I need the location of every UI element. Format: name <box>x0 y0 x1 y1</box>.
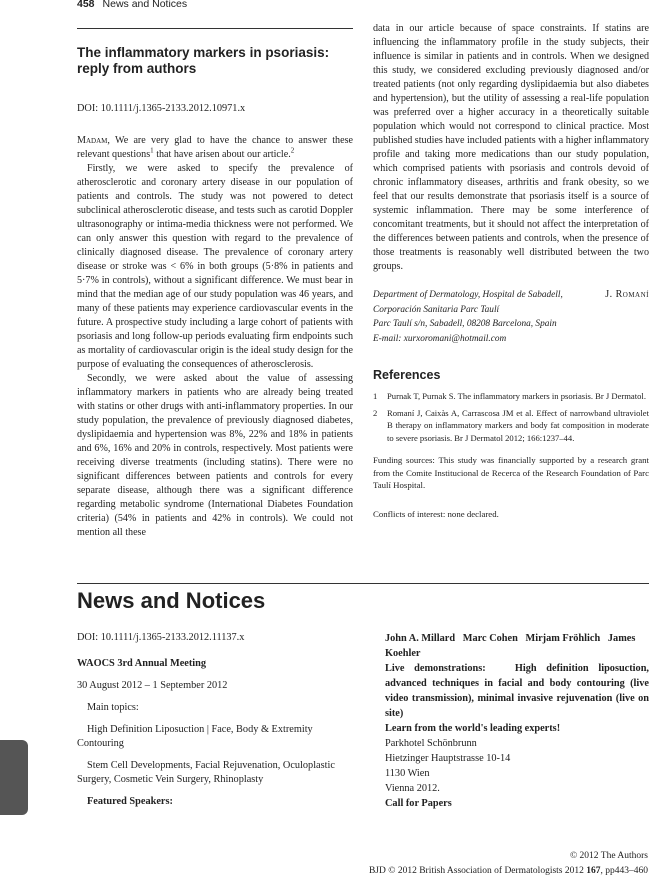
call-for-papers: Call for Papers <box>385 798 452 809</box>
letter-column-right <box>373 22 649 519</box>
meeting-dates: 30 August 2012 – 1 September 2012 <box>77 680 228 691</box>
meeting-name: WAOCS 3rd Annual Meeting <box>77 658 207 669</box>
running-head <box>77 0 187 10</box>
letter-title: The inflammatory markers in psoriasis: reply from authors <box>77 45 330 76</box>
section-rule <box>77 583 649 584</box>
news-column-left <box>77 631 353 809</box>
news-doi: DOI: 10.1111/j.1365-2133.2012.11137.x <box>77 632 245 643</box>
letter-paragraph-3-continued: data in our article because of space constraints. If statins are influencing the inflammatory profile in the study subjects, their influence is similar in patients and in controls. When we designed this study, we considered excluding previously diagnosed and/or treated patients (not only regarding dyslipidaemia but also diabetes and hypertension), but the utility of assessing a real-life population was preferred over a higher accuracy in a theoretically suitable population which would not correspond to clinical practice. Most published studies have included patients with a higher inflammatory profile and taking more medications than our study population, which comprised patients with psoriasis and controls devoid of chronic inflammatory diseases, arthritis and frank obesity, so we feel that our results demonstrate that psoriasis itself is a source of systemic inflammation. There may be some interference of concomitant treatments, but it should not affect the interpretation of the differences between patients and controls, when the presence of those treatments is reasonably well distributed between the two groups. <box>373 23 649 272</box>
page-number: 458 <box>77 0 95 10</box>
footer-journal: BJD © 2012 British Association of Dermatologists 2012 167, pp443–460 <box>368 866 648 876</box>
live-demonstrations: Live demonstrations: High definition liposuction, advanced techniques in facial and body contouring (live video transmission), minimal invasive rejuvenation (live on site) <box>385 663 649 719</box>
author-affiliation: Department of Dermatology, Hospital de Sabadell, Corporación Sanitaria Parc Taulí Parc Taulí s/n, Sabadell, 08208 Barcelona, Spain E-mail: xurxoromani@hotmail.com J. Romaní <box>373 288 649 346</box>
topic-1: High Definition Liposuction | Face, Body & Extremity Contouring <box>77 724 313 749</box>
letter-doi: DOI: 10.1111/j.1365-2133.2012.10971.x <box>77 103 246 114</box>
main-topics-label: Main topics: <box>87 702 139 713</box>
venue-street: Hietzinger Hauptstrasse 10-14 <box>385 753 511 764</box>
venue-city: Vienna 2012. <box>385 783 440 794</box>
speakers-list: John A. Millard Marc Cohen Mirjam Fröhlich James Koehler <box>385 633 638 659</box>
footer-copyright: © 2012 The Authors <box>569 851 648 861</box>
learn-tagline: Learn from the world's leading experts! <box>385 723 561 734</box>
venue-postcode: 1130 Wien <box>385 768 430 779</box>
top-rule-left <box>77 28 353 29</box>
letter-column-left <box>77 28 353 540</box>
references-list <box>373 390 649 444</box>
section-name: News and Notices <box>102 0 188 10</box>
letter-body-left <box>77 134 353 540</box>
conflicts-of-interest: Conflicts of interest: none declared. <box>373 508 499 519</box>
featured-speakers-label: Featured Speakers: <box>87 796 173 807</box>
author-email: E-mail: xurxoromani@hotmail.com <box>373 333 507 344</box>
news-column-right <box>385 631 649 811</box>
section-thumb-tab <box>0 740 28 815</box>
author-name: J. Romaní <box>605 289 649 300</box>
letter-paragraph-3: Secondly, we were asked about the value of assessing inflammatory markers in patients who are already being treated with statins or other drugs with anti-inflammatory properties. In our study population, the prevalence of previously diagnosed diabetes, dyslipidaemia and hypertension was 8%, 22% and 18% in patients and 6%, 16% and 20% in controls, respectively. Most patients were receiving diverse treatments (including statins). There were no significant differences between patients and controls for every separate disease, although there was a significant difference regarding metabolic syndrome (International Diabetes Foundation criteria) (54% in patients and 42% in controls). We could not mention all these <box>77 373 353 538</box>
topic-2: Stem Cell Developments, Facial Rejuvenation, Oculoplastic Surgery, Cosmetic Vein Surgery, Rhinoplasty <box>77 760 335 785</box>
letter-paragraph-1: Madam, We are very glad to have the chance to answer these relevant questions$^1$ that have arisen about our article.$^2$ <box>77 135 353 160</box>
letter-paragraph-2: Firstly, we were asked to specify the prevalence of atherosclerotic and coronary artery disease in our population of patients and controls. The study was not powered to detect subclinical atherosclerotic disease, and tests such as carotid Doppler ultrasonography or intima-media thickness were not performed. We can only answer this question with regard to the prevalence of clinically diagnosed disease. The prevalence of coronary artery disease or stroke was < 6% in both groups (5·8% in patients and 5·7% in controls), without a significant difference. We must bear in mind that the median age of our study population was 46 years, and many of these patients may experience cardiovascular events in the future. A prospective study including a large cohort of patients with psoriasis and long follow-up periods evaluating firm endpoints such as mortality of cardiovascular origin is the ideal study design for the purpose of evaluating the consequences of atherosclerosis. <box>77 163 353 370</box>
letter-body-right <box>373 22 649 274</box>
news-title: News and Notices <box>77 588 266 613</box>
venue-name: Parkhotel Schönbrunn <box>385 738 477 749</box>
reference-item: 2 Romaní J, Caixàs A, Carrascosa JM et al. Effect of narrowband ultraviolet B therapy on inflammatory markers and body fat composition in moderate to severe psoriasis. Br J Dermatol 2012; 166:1237–44. <box>373 407 649 443</box>
reference-item: 1 Purnak T, Purnak S. The inflammatory markers in psoriasis. Br J Dermatol. <box>373 391 646 401</box>
funding-sources: Funding sources: This study was financially supported by a research grant from the Comite Institucional de Recerca of the Research Foundation of Parc Taulí Hospital. <box>373 455 649 490</box>
references-title: References <box>373 368 441 382</box>
